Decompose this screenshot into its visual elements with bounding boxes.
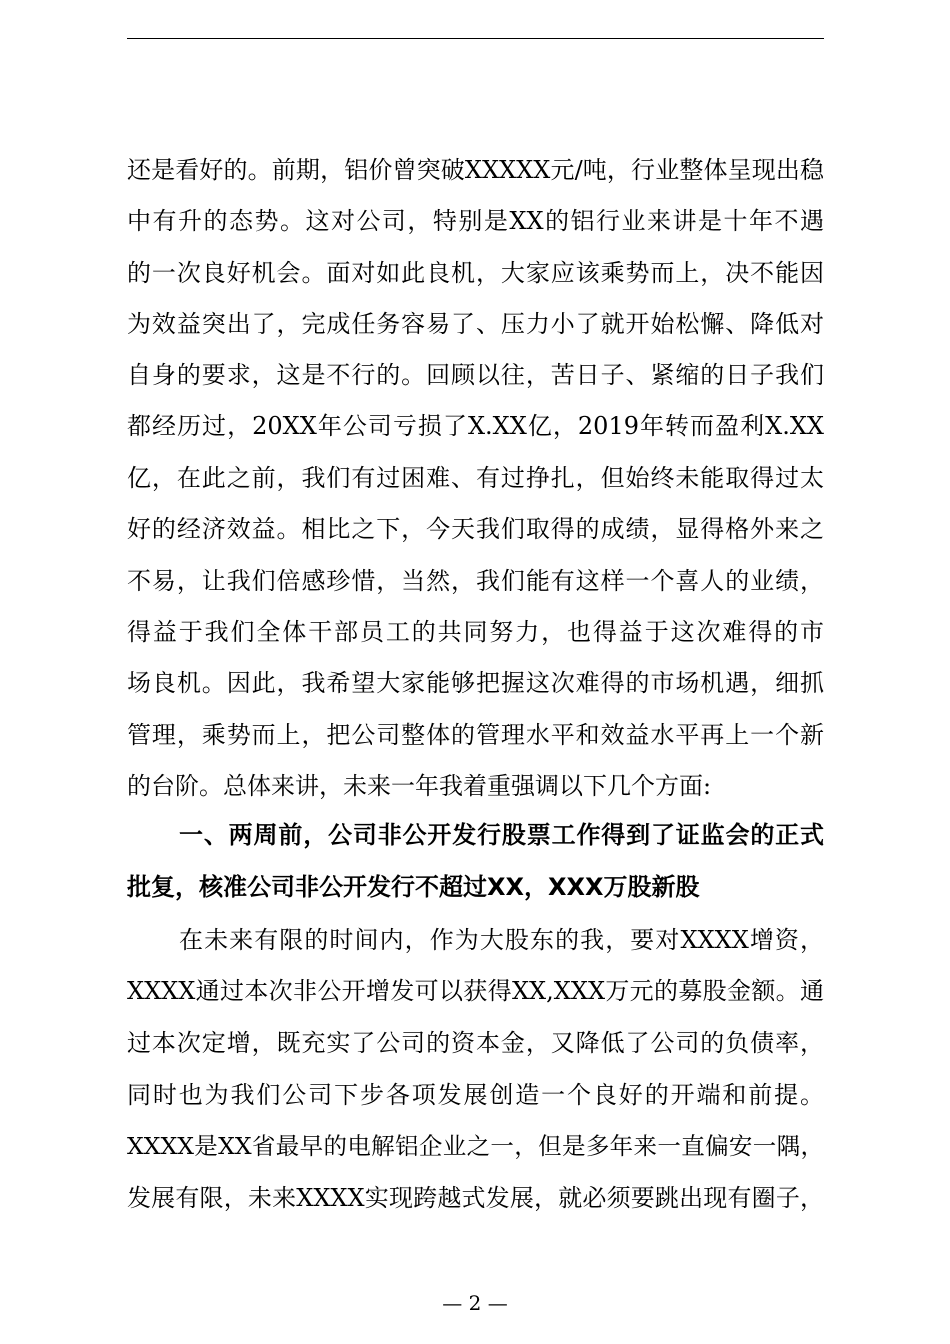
paragraph-line: 好的经济效益。相比之下，今天我们取得的成绩，显得格外来之	[127, 515, 824, 543]
paragraph-line: 得益于我们全体干部员工的共同努力，也得益于这次难得的市	[127, 618, 824, 646]
paragraph-line: 发展有限，未来XXXX实现跨越式发展，就必须要跳出现有圈子，	[127, 1184, 824, 1212]
paragraph-line: 都经历过，20XX年公司亏损了X.XX亿，2019年转而盈利X.XX	[127, 412, 824, 440]
paragraph-line: 在未来有限的时间内，作为大股东的我，要对XXXX增资，	[179, 926, 824, 954]
section-heading-line: 批复，核准公司非公开发行不超过XX，XXX万股新股	[127, 873, 700, 901]
paragraph-line: 同时也为我们公司下步各项发展创造一个良好的开端和前提。	[127, 1081, 824, 1109]
paragraph-line: 的台阶。总体来讲，未来一年我着重强调以下几个方面:	[127, 772, 712, 800]
paragraph-line: 过本次定增，既充实了公司的资本金，又降低了公司的负债率，	[127, 1029, 824, 1057]
paragraph-line: XXXX通过本次非公开增发可以获得XX,XXX万元的募股金额。通	[127, 977, 824, 1005]
paragraph-line: 不易，让我们倍感珍惜，当然，我们能有这样一个喜人的业绩，	[127, 567, 824, 595]
paragraph-line: 的一次良好机会。面对如此良机，大家应该乘势而上，决不能因	[127, 259, 824, 287]
paragraph-line: 为效益突出了，完成任务容易了、压力小了就开始松懈、降低对	[127, 310, 824, 338]
paragraph-line: 中有升的态势。这对公司，特别是XX的铝行业来讲是十年不遇	[127, 207, 824, 235]
page-number: — 2 —	[442, 1291, 508, 1315]
section-heading-line: 一、两周前，公司非公开发行股票工作得到了证监会的正式	[179, 821, 824, 849]
paragraph-line: 场良机。因此，我希望大家能够把握这次难得的市场机遇，细抓	[127, 669, 824, 697]
paragraph-line: 自身的要求，这是不行的。回顾以往，苦日子、紧缩的日子我们	[127, 361, 824, 389]
paragraph-line: 还是看好的。前期，铝价曾突破XXXXX元/吨，行业整体呈现出稳	[127, 156, 824, 184]
paragraph-line: 亿，在此之前，我们有过困难、有过挣扎，但始终未能取得过太	[127, 464, 824, 492]
paragraph-line: XXXX是XX省最早的电解铝企业之一，但是多年来一直偏安一隅，	[127, 1132, 824, 1160]
paragraph-line: 管理，乘势而上，把公司整体的管理水平和效益水平再上一个新	[127, 721, 824, 749]
header-rule	[127, 38, 824, 39]
